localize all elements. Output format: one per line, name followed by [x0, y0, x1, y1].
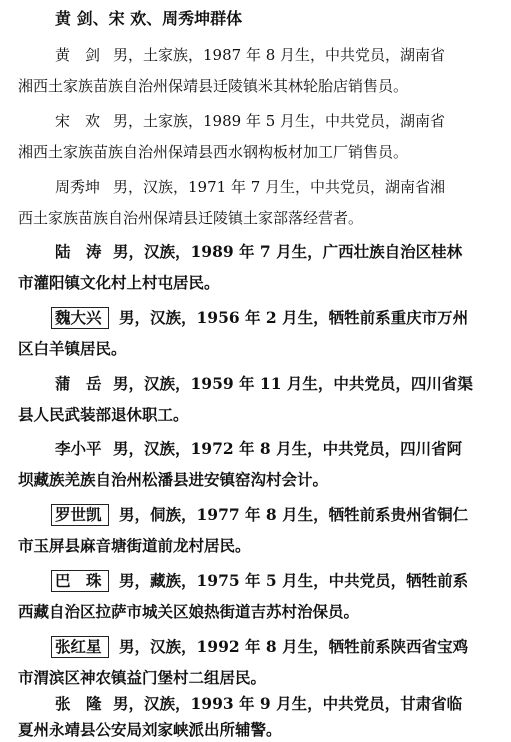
- entry-wei-daxing-line1: [55, 307, 468, 329]
- entry-ba-zhu-line2: 西藏自治区拉萨市城关区娘热街道吉苏村治保员。: [18, 602, 360, 621]
- entry-li-xiaoping-line1: [55, 438, 462, 460]
- entry-text: 男，汉族，1992 年 8 月生，牺牲前系陕西省宝鸡: [119, 637, 469, 656]
- entry-name-boxed: 张红星: [51, 636, 109, 658]
- entry-zhang-long-line2: 夏州永靖县公安局刘家峡派出所辅警。: [18, 720, 282, 739]
- entry-text: 男，汉族，1972 年 8 月生，中共党员，四川省阿: [113, 439, 463, 458]
- entry-name: 张 隆: [55, 694, 102, 713]
- entry-name: 李小平: [55, 439, 102, 458]
- entry-wei-daxing-line2: 区白羊镇居民。: [18, 339, 127, 358]
- group-heading: 黄 剑、宋 欢、周秀坤群体: [55, 9, 243, 28]
- entry-luo-shikai-line2: 市玉屏县麻音塘街道前龙村居民。: [18, 536, 251, 555]
- entry-huang-jian-line1: [55, 44, 445, 66]
- entry-name-boxed: 罗世凯: [51, 504, 109, 526]
- entry-lu-tao-line1: [55, 241, 462, 263]
- entry-pu-yue-line1: [55, 373, 473, 395]
- entry-zhou-xiukun-line2: 西土家族苗族自治州保靖县迁陵镇土家部落经营者。: [18, 209, 364, 227]
- entry-text: 男，侗族，1977 年 8 月生，牺牲前系贵州省铜仁: [119, 505, 469, 524]
- entry-huang-jian-line2: 湘西土家族苗族自治州保靖县迁陵镇米其林轮胎店销售员。: [18, 77, 409, 95]
- entry-text: 男，汉族，1989 年 7 月生，广西壮族自治区桂林: [113, 242, 463, 261]
- entry-text: 男，土家族，1987 年 8 月生，中共党员，湖南省: [113, 46, 446, 64]
- entry-text: 男，藏族，1975 年 5 月生，中共党员，牺牲前系: [119, 571, 469, 590]
- entry-zhang-hongxing-line2: 市渭滨区神农镇益门堡村二组居民。: [18, 668, 267, 687]
- entry-li-xiaoping-line2: 坝藏族羌族自治州松潘县进安镇窑沟村会计。: [18, 470, 329, 489]
- entry-song-huan-line1: [55, 110, 445, 132]
- entry-ba-zhu-line1: [55, 570, 468, 592]
- entry-name-boxed: 巴 珠: [51, 570, 109, 592]
- entry-zhang-hongxing-line1: [55, 636, 468, 658]
- entry-song-huan-line2: 湘西土家族苗族自治州保靖县西水钢构板材加工厂销售员。: [18, 143, 409, 161]
- entry-text: 男，汉族，1956 年 2 月生，牺牲前系重庆市万州: [119, 308, 469, 327]
- entry-text: 男，汉族，1993 年 9 月生，中共党员，甘肃省临: [113, 694, 463, 713]
- entry-text: 男，土家族，1989 年 5 月生，中共党员，湖南省: [113, 112, 446, 130]
- entry-zhang-long-line1: [55, 693, 462, 715]
- entry-name: 蒲 岳: [55, 374, 102, 393]
- entry-name: 黄 剑: [55, 46, 101, 64]
- entry-name: 陆 涛: [55, 242, 102, 261]
- entry-lu-tao-line2: 市灌阳镇文化村上村屯居民。: [18, 273, 220, 292]
- entry-text: 男，汉族，1971 年 7 月生，中共党员，湖南省湘: [113, 178, 446, 196]
- entry-name: 宋 欢: [55, 112, 101, 130]
- entry-luo-shikai-line1: [55, 504, 468, 526]
- entry-name-boxed: 魏大兴: [51, 307, 109, 329]
- entry-pu-yue-line2: 县人民武装部退休职工。: [18, 405, 189, 424]
- entry-zhou-xiukun-line1: [55, 176, 445, 198]
- entry-name: 周秀坤: [55, 178, 101, 196]
- entry-text: 男，汉族，1959 年 11 月生，中共党员，四川省渠: [113, 374, 473, 393]
